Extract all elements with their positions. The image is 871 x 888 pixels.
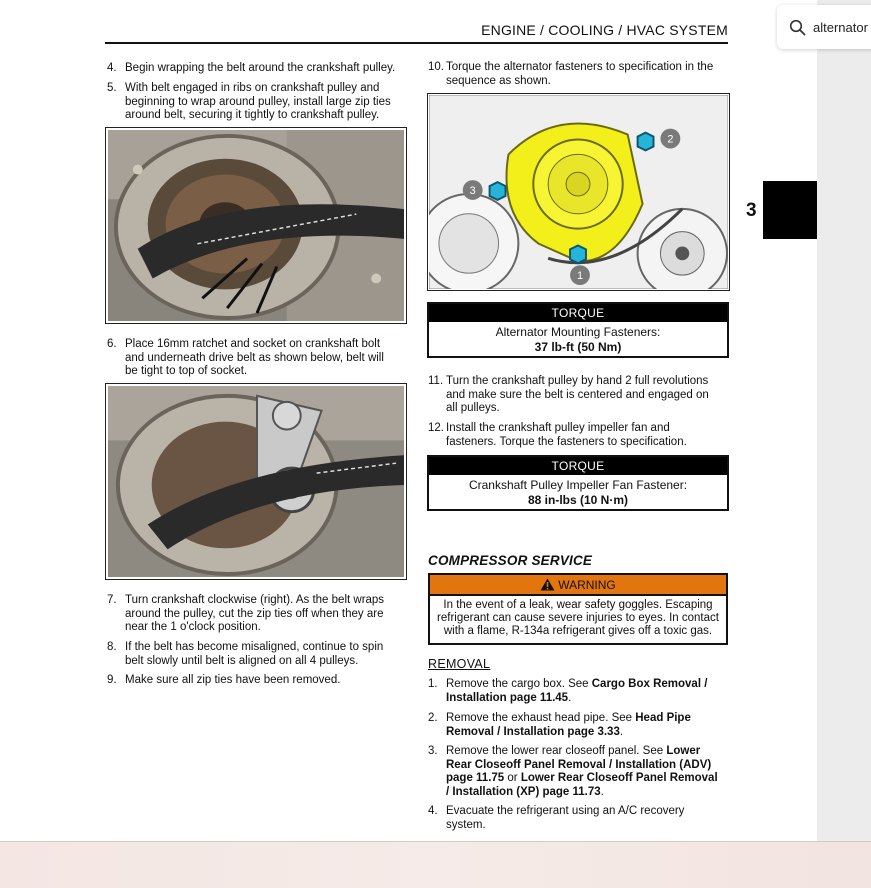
step-12: 12. Install the crankshaft pulley impeller fan and fasteners. Torque the fasteners to specification.	[428, 422, 687, 448]
step-5: 5. With belt engaged in ribs on crankshaft pulley and beginning to wrap around pulley, install large zip ties around belt, securing it tightly to crankshaft pulley.	[107, 82, 391, 121]
step-11: 11. Turn the crankshaft pulley by hand 2 full revolutions and make sure the belt is centered and engaged on all pulleys.	[428, 375, 709, 414]
torque-box-impeller-fan	[427, 455, 729, 511]
callout-2: 2	[667, 133, 674, 146]
torque-value: 37 lb-ft (50 Nm)	[534, 340, 622, 354]
search-icon	[789, 19, 806, 36]
callout-3: 3	[469, 184, 476, 197]
torque-label: Alternator Mounting Fasteners:	[495, 325, 661, 339]
link-head-pipe-removal[interactable]: Head Pipe	[635, 712, 691, 724]
torque-box-alternator	[427, 302, 729, 358]
find-in-page-box[interactable]	[777, 5, 871, 49]
step-8: 8. If the belt has become misaligned, continue to spin belt slowly until belt is aligned on all 4 pulleys.	[107, 641, 384, 667]
warning-label: WARNING	[558, 577, 616, 592]
diagram-alternator-torque-sequence	[427, 93, 730, 291]
manual-page: ENGINE / COOLING / HVAC SYSTEM 4. Begin wrapping the belt around the crankshaft pulley. 5. With belt engaged in ribs on crankshaft pulley and beginning to wrap around pulley, install large zip ties around belt, securing it tightly to crankshaft pulley. 6. Place 16mm ratchet and socket on crankshaft bolt and underneath drive belt as shown below, belt will be tight to top of socket. 7. Turn crankshaft clockwise (right). As the belt wraps around the pulley, cut the zip ties off when they are near the 1 o'clock position. 8. If the belt has become misaligned, continue to spin belt slowly until belt is aligned on all 4 pulleys. 9. Make sure all zip ties have been removed. 10. Torque the alternator fasteners to specification in the sequence as shown. 2 3 1 TORQUE Alternator Mounting Fasteners: 37 lb-ft (50 Nm) 11. Turn the crankshaft pulley by hand 2 full revolutions and make sure the belt is centered and engaged on all pulleys. 12. Install the crankshaft pulley impeller fan and fasteners. Torque the fasteners to specification. TORQUE Crankshaft Pulley Impeller Fan Fastener: 88 in-lbs (10 N·m) COMPRESSOR SERVICE WARNING In the event of a leak, wear safety goggles. Escaping refrigerant can cause severe injuries to eyes. In contact with a flame, R-134a refrigerant gives off a toxic gas. REMOVAL 1. Remove the cargo box. See Cargo Box Removal / Installation page 11.45. 2. Remove the exhaust head pipe. See Head Pipe Removal / Installation page 3.33. 3. Remove the lower rear closeoff panel. See Lower Rear Closeoff Panel Removal / Installation (ADV) page 11.75 or Lower Rear Closeoff Panel Removal / Installation (XP) page 11.73. 4. Evacuate the refrigerant using an A/C recovery system. 3	[0, 0, 817, 841]
removal-step-2: 2. Remove the exhaust head pipe. See Head Pipe Removal / Installation page 3.33.	[428, 712, 691, 738]
photo-ratchet-socket-under-belt	[105, 383, 407, 580]
viewer-scroll-gutter[interactable]	[817, 0, 871, 841]
link-cargo-box-page[interactable]: Installation page 11.45	[446, 691, 569, 704]
search-input[interactable]: alternator	[813, 19, 868, 35]
photo-crankshaft-belt-zip-ties	[105, 127, 407, 324]
removal-step-3: 3. Remove the lower rear closeoff panel. See Lower Rear Closeoff Panel Removal / Installation (ADV) page 11.75 or Lower Rear Closeoff Panel Removal / Installation (XP) page 11.73.	[428, 745, 718, 798]
step-10: 10. Torque the alternator fasteners to specification in the sequence as shown.	[428, 61, 714, 87]
bottom-strip	[0, 841, 871, 888]
link-lower-rear-closeoff-xp[interactable]: Lower Rear Closeoff Panel Removal	[520, 772, 718, 784]
chapter-tab-number: 3	[746, 200, 757, 221]
link-lower-rear-closeoff-adv[interactable]: Lower	[666, 745, 701, 757]
step-6: 6. Place 16mm ratchet and socket on crankshaft bolt and underneath drive belt as shown below, belt will be tight to top of socket.	[107, 338, 384, 377]
torque-box-heading: TORQUE	[429, 457, 727, 475]
page-header-title: ENGINE / COOLING / HVAC SYSTEM	[481, 22, 728, 38]
link-cargo-box-removal[interactable]: Cargo Box Removal /	[591, 678, 708, 690]
warning-triangle-icon	[540, 578, 555, 591]
section-title-compressor-service: COMPRESSOR SERVICE	[428, 553, 593, 568]
chapter-tab-marker	[763, 181, 817, 239]
warning-text: In the event of a leak, wear safety goggles. Escaping refrigerant can cause severe injuries to eyes. In contact with a flame, R-134a refrigerant gives off a toxic gas.	[437, 599, 719, 637]
callout-1: 1	[576, 270, 584, 283]
link-head-pipe-page[interactable]: Removal / Installation page 3.33	[446, 725, 620, 738]
torque-label: Crankshaft Pulley Impeller Fan Fastener:	[468, 478, 688, 492]
removal-step-4: 4. Evacuate the refrigerant using an A/C recovery system.	[428, 805, 685, 831]
torque-box-heading: TORQUE	[429, 304, 727, 322]
removal-step-1: 1. Remove the cargo box. See Cargo Box Removal / Installation page 11.45.	[428, 678, 708, 704]
torque-value: 88 in-lbs (10 N·m)	[527, 493, 629, 507]
header-rule	[105, 42, 728, 44]
removal-heading: REMOVAL	[428, 657, 491, 671]
warning-box	[428, 573, 728, 645]
step-7: 7. Turn crankshaft clockwise (right). As the belt wraps around the pulley, cut the zip ties off when they are near the 1 o'clock position.	[107, 594, 385, 633]
